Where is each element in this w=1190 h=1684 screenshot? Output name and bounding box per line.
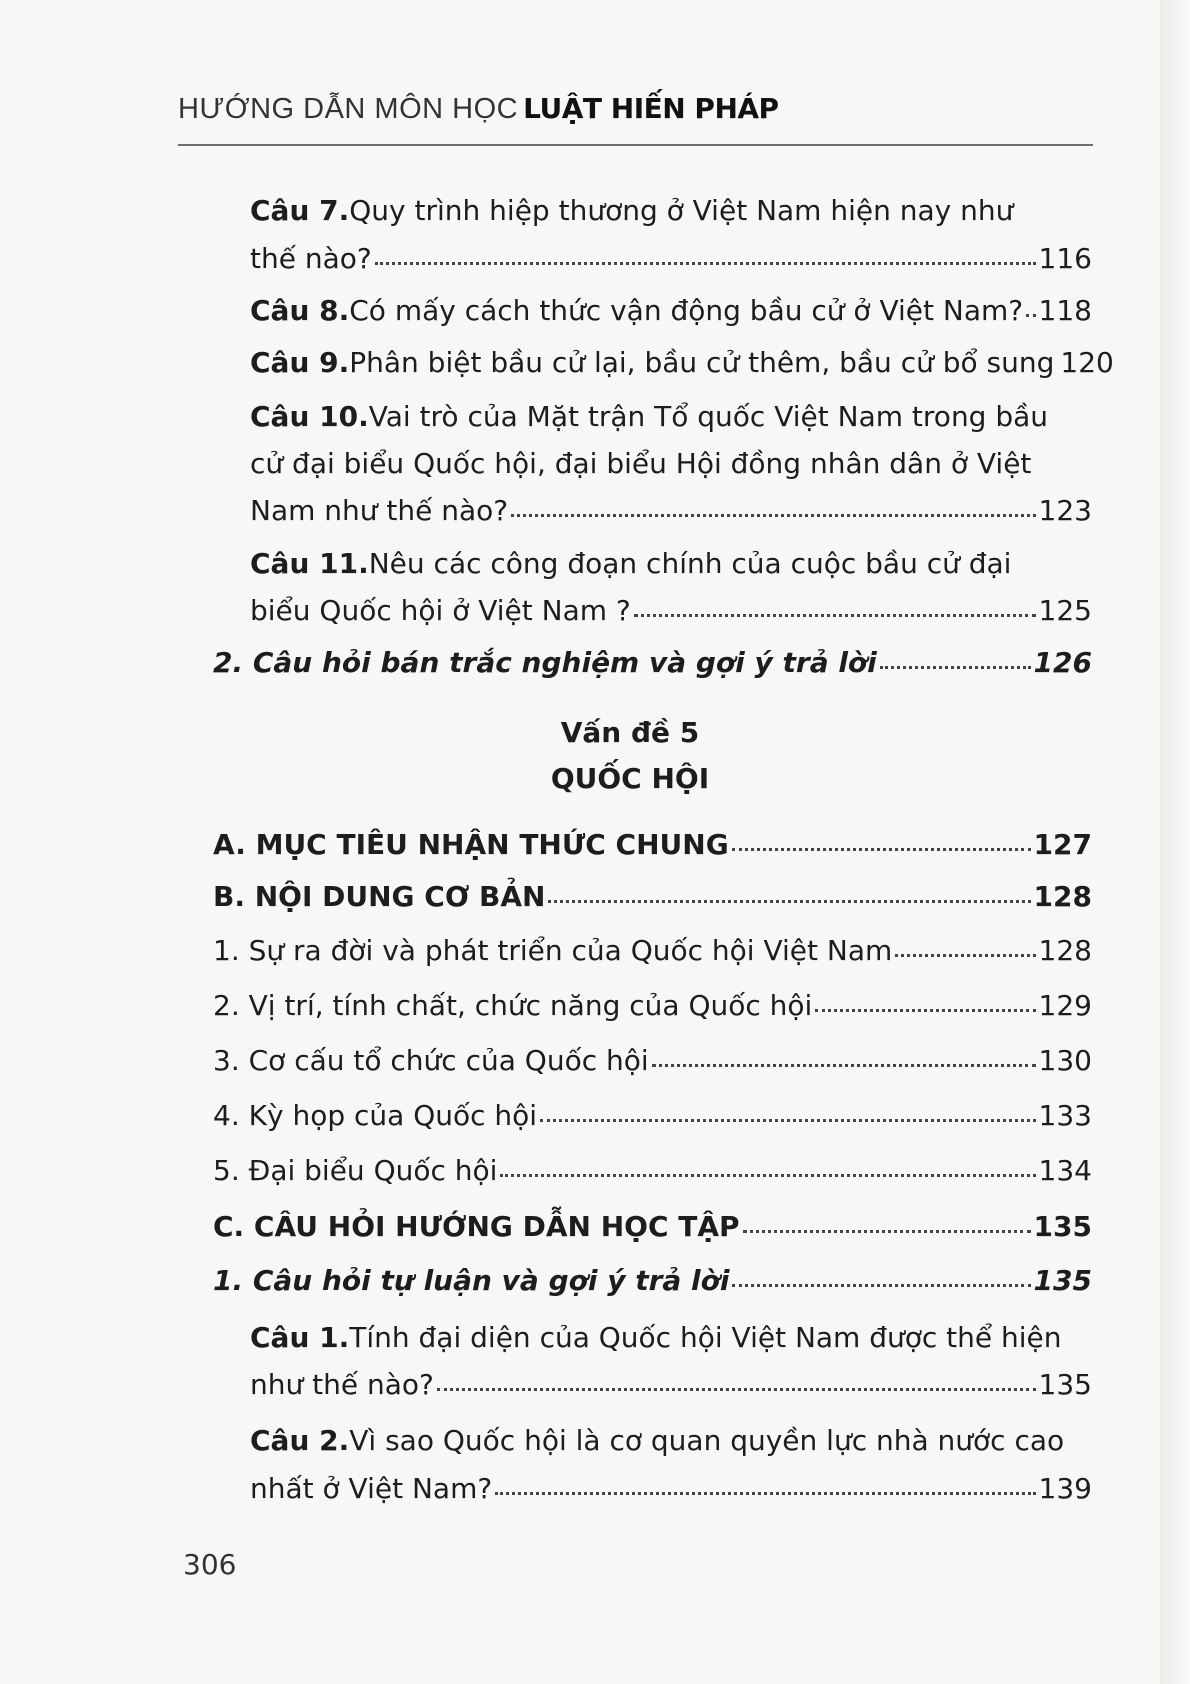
toc-entry[interactable] bbox=[250, 1368, 1092, 1401]
toc-page-number: 126 bbox=[1033, 646, 1092, 679]
dot-leader bbox=[437, 1388, 1036, 1391]
dot-leader bbox=[511, 514, 1035, 517]
toc-entry-text: nhất ở Việt Nam? bbox=[250, 1472, 493, 1505]
toc-entry-text: 1. Câu hỏi tự luận và gợi ý trả lời bbox=[213, 1264, 730, 1297]
toc-page-number: 127 bbox=[1033, 828, 1092, 861]
toc-entry[interactable] bbox=[250, 594, 1092, 627]
page-number: 306 bbox=[183, 1548, 237, 1581]
toc-entry[interactable] bbox=[250, 294, 1092, 327]
dot-leader bbox=[895, 954, 1035, 957]
toc-entry-label: Câu 11. bbox=[250, 547, 369, 580]
toc-entry-text: A. MỤC TIÊU NHẬN THỨC CHUNG bbox=[213, 828, 729, 861]
toc-page-number: 128 bbox=[1038, 934, 1092, 967]
toc-entry[interactable] bbox=[213, 1044, 1092, 1077]
toc-entry[interactable] bbox=[213, 1210, 1092, 1243]
toc-entry[interactable] bbox=[213, 989, 1092, 1022]
toc-entry-text: 1. Sự ra đời và phát triển của Quốc hội Việt Nam bbox=[213, 934, 893, 967]
running-header bbox=[178, 92, 1093, 146]
toc-entry-text: Quy trình hiệp thương ở Việt Nam hiện nay như bbox=[349, 194, 1014, 227]
toc-page-number: 135 bbox=[1033, 1264, 1092, 1297]
toc-entry-text: B. NỘI DUNG CƠ BẢN bbox=[213, 880, 546, 913]
chapter-number: Vấn đề 5 bbox=[560, 716, 700, 749]
toc-entry-text: Tính đại diện của Quốc hội Việt Nam được thể hiện bbox=[349, 1321, 1062, 1354]
toc-entry[interactable] bbox=[250, 494, 1092, 527]
toc-entry[interactable] bbox=[250, 346, 1114, 379]
toc-page-number: 123 bbox=[1038, 494, 1092, 527]
toc-page-number: 135 bbox=[1038, 1368, 1092, 1401]
toc-page-number: 133 bbox=[1038, 1099, 1092, 1132]
chapter-title: QUỐC HỘI bbox=[550, 762, 710, 795]
dot-leader bbox=[548, 900, 1030, 903]
toc-entry[interactable] bbox=[213, 880, 1092, 913]
dot-leader bbox=[732, 848, 1031, 851]
toc-entry-text: cử đại biểu Quốc hội, đại biểu Hội đồng nhân dân ở Việt bbox=[250, 447, 1032, 480]
toc-entry[interactable] bbox=[213, 828, 1092, 861]
dot-leader bbox=[743, 1230, 1031, 1233]
dot-leader bbox=[540, 1119, 1035, 1122]
toc-entry-text: C. CÂU HỎI HƯỚNG DẪN HỌC TẬP bbox=[213, 1210, 740, 1243]
dot-leader bbox=[495, 1492, 1035, 1495]
page-edge bbox=[1160, 0, 1190, 1684]
toc-page-number: 125 bbox=[1038, 594, 1092, 627]
toc-entry-text: 4. Kỳ họp của Quốc hội bbox=[213, 1099, 538, 1132]
toc-entry-label: Câu 8. bbox=[250, 294, 350, 327]
dot-leader bbox=[634, 614, 1036, 617]
toc-entry-text: như thế nào? bbox=[250, 1368, 434, 1401]
dot-leader bbox=[375, 262, 1036, 265]
toc-entry-label: Câu 7. bbox=[250, 194, 350, 227]
dot-leader bbox=[880, 666, 1031, 669]
toc-page-number: 134 bbox=[1038, 1154, 1092, 1187]
toc-entry-text: Có mấy cách thức vận động bầu cử ở Việt Nam? bbox=[349, 294, 1024, 327]
toc-entry-label: Câu 10. bbox=[250, 400, 369, 433]
toc-entry-line bbox=[250, 1424, 1065, 1457]
toc-entry[interactable] bbox=[213, 1154, 1092, 1187]
toc-entry-text: 3. Cơ cấu tổ chức của Quốc hội bbox=[213, 1044, 649, 1077]
toc-entry-text: Vai trò của Mặt trận Tổ quốc Việt Nam trong bầu bbox=[368, 400, 1049, 433]
toc-entry[interactable] bbox=[213, 1099, 1092, 1132]
toc-page-number: 116 bbox=[1038, 242, 1092, 275]
toc-entry-text: Phân biệt bầu cử lại, bầu cử thêm, bầu cử bổ sung bbox=[349, 346, 1055, 379]
toc-entry-line bbox=[250, 194, 1014, 227]
dot-leader bbox=[652, 1064, 1036, 1067]
toc-page-number: 135 bbox=[1033, 1210, 1092, 1243]
toc-entry-label: Câu 1. bbox=[250, 1321, 350, 1354]
dot-leader bbox=[1026, 314, 1035, 317]
toc-page-number: 128 bbox=[1033, 880, 1092, 913]
toc-entry-text: Nêu các công đoạn chính của cuộc bầu cử đại bbox=[368, 547, 1012, 580]
toc-entry-text: 5. Đại biểu Quốc hội bbox=[213, 1154, 498, 1187]
toc-entry-line bbox=[250, 400, 1049, 433]
dot-leader bbox=[732, 1284, 1030, 1287]
toc-page-number: 139 bbox=[1038, 1472, 1092, 1505]
toc-page-number: 129 bbox=[1038, 989, 1092, 1022]
toc-entry[interactable] bbox=[250, 242, 1092, 275]
dot-leader bbox=[815, 1009, 1035, 1012]
toc-entry-text: Vì sao Quốc hội là cơ quan quyền lực nhà nước cao bbox=[349, 1424, 1065, 1457]
toc-entry-line bbox=[250, 447, 1032, 480]
toc-page-number: 118 bbox=[1038, 294, 1092, 327]
header-series: HƯỚNG DẪN MÔN HỌC bbox=[178, 93, 519, 125]
dot-leader bbox=[500, 1174, 1035, 1177]
toc-entry[interactable] bbox=[250, 1472, 1092, 1505]
toc-entry[interactable] bbox=[213, 1264, 1092, 1297]
toc-entry-text: thế nào? bbox=[250, 242, 372, 275]
toc-entry-text: 2. Câu hỏi bán trắc nghiệm và gợi ý trả lời bbox=[213, 646, 877, 679]
toc-entry-text: 2. Vị trí, tính chất, chức năng của Quốc hội bbox=[213, 989, 813, 1022]
toc-entry-line bbox=[250, 1321, 1062, 1354]
toc-entry-label: Câu 9. bbox=[250, 346, 350, 379]
toc-entry-line bbox=[250, 547, 1010, 580]
toc-entry[interactable] bbox=[213, 934, 1092, 967]
toc-entry[interactable] bbox=[213, 646, 1092, 679]
toc-page-number: 130 bbox=[1038, 1044, 1092, 1077]
toc-page-number: 120 bbox=[1060, 346, 1114, 379]
header-title: LUẬT HIẾN PHÁP bbox=[523, 92, 779, 125]
toc-entry-text: Nam như thế nào? bbox=[250, 494, 509, 527]
toc-entry-text: biểu Quốc hội ở Việt Nam ? bbox=[250, 594, 631, 627]
toc-entry-label: Câu 2. bbox=[250, 1424, 350, 1457]
